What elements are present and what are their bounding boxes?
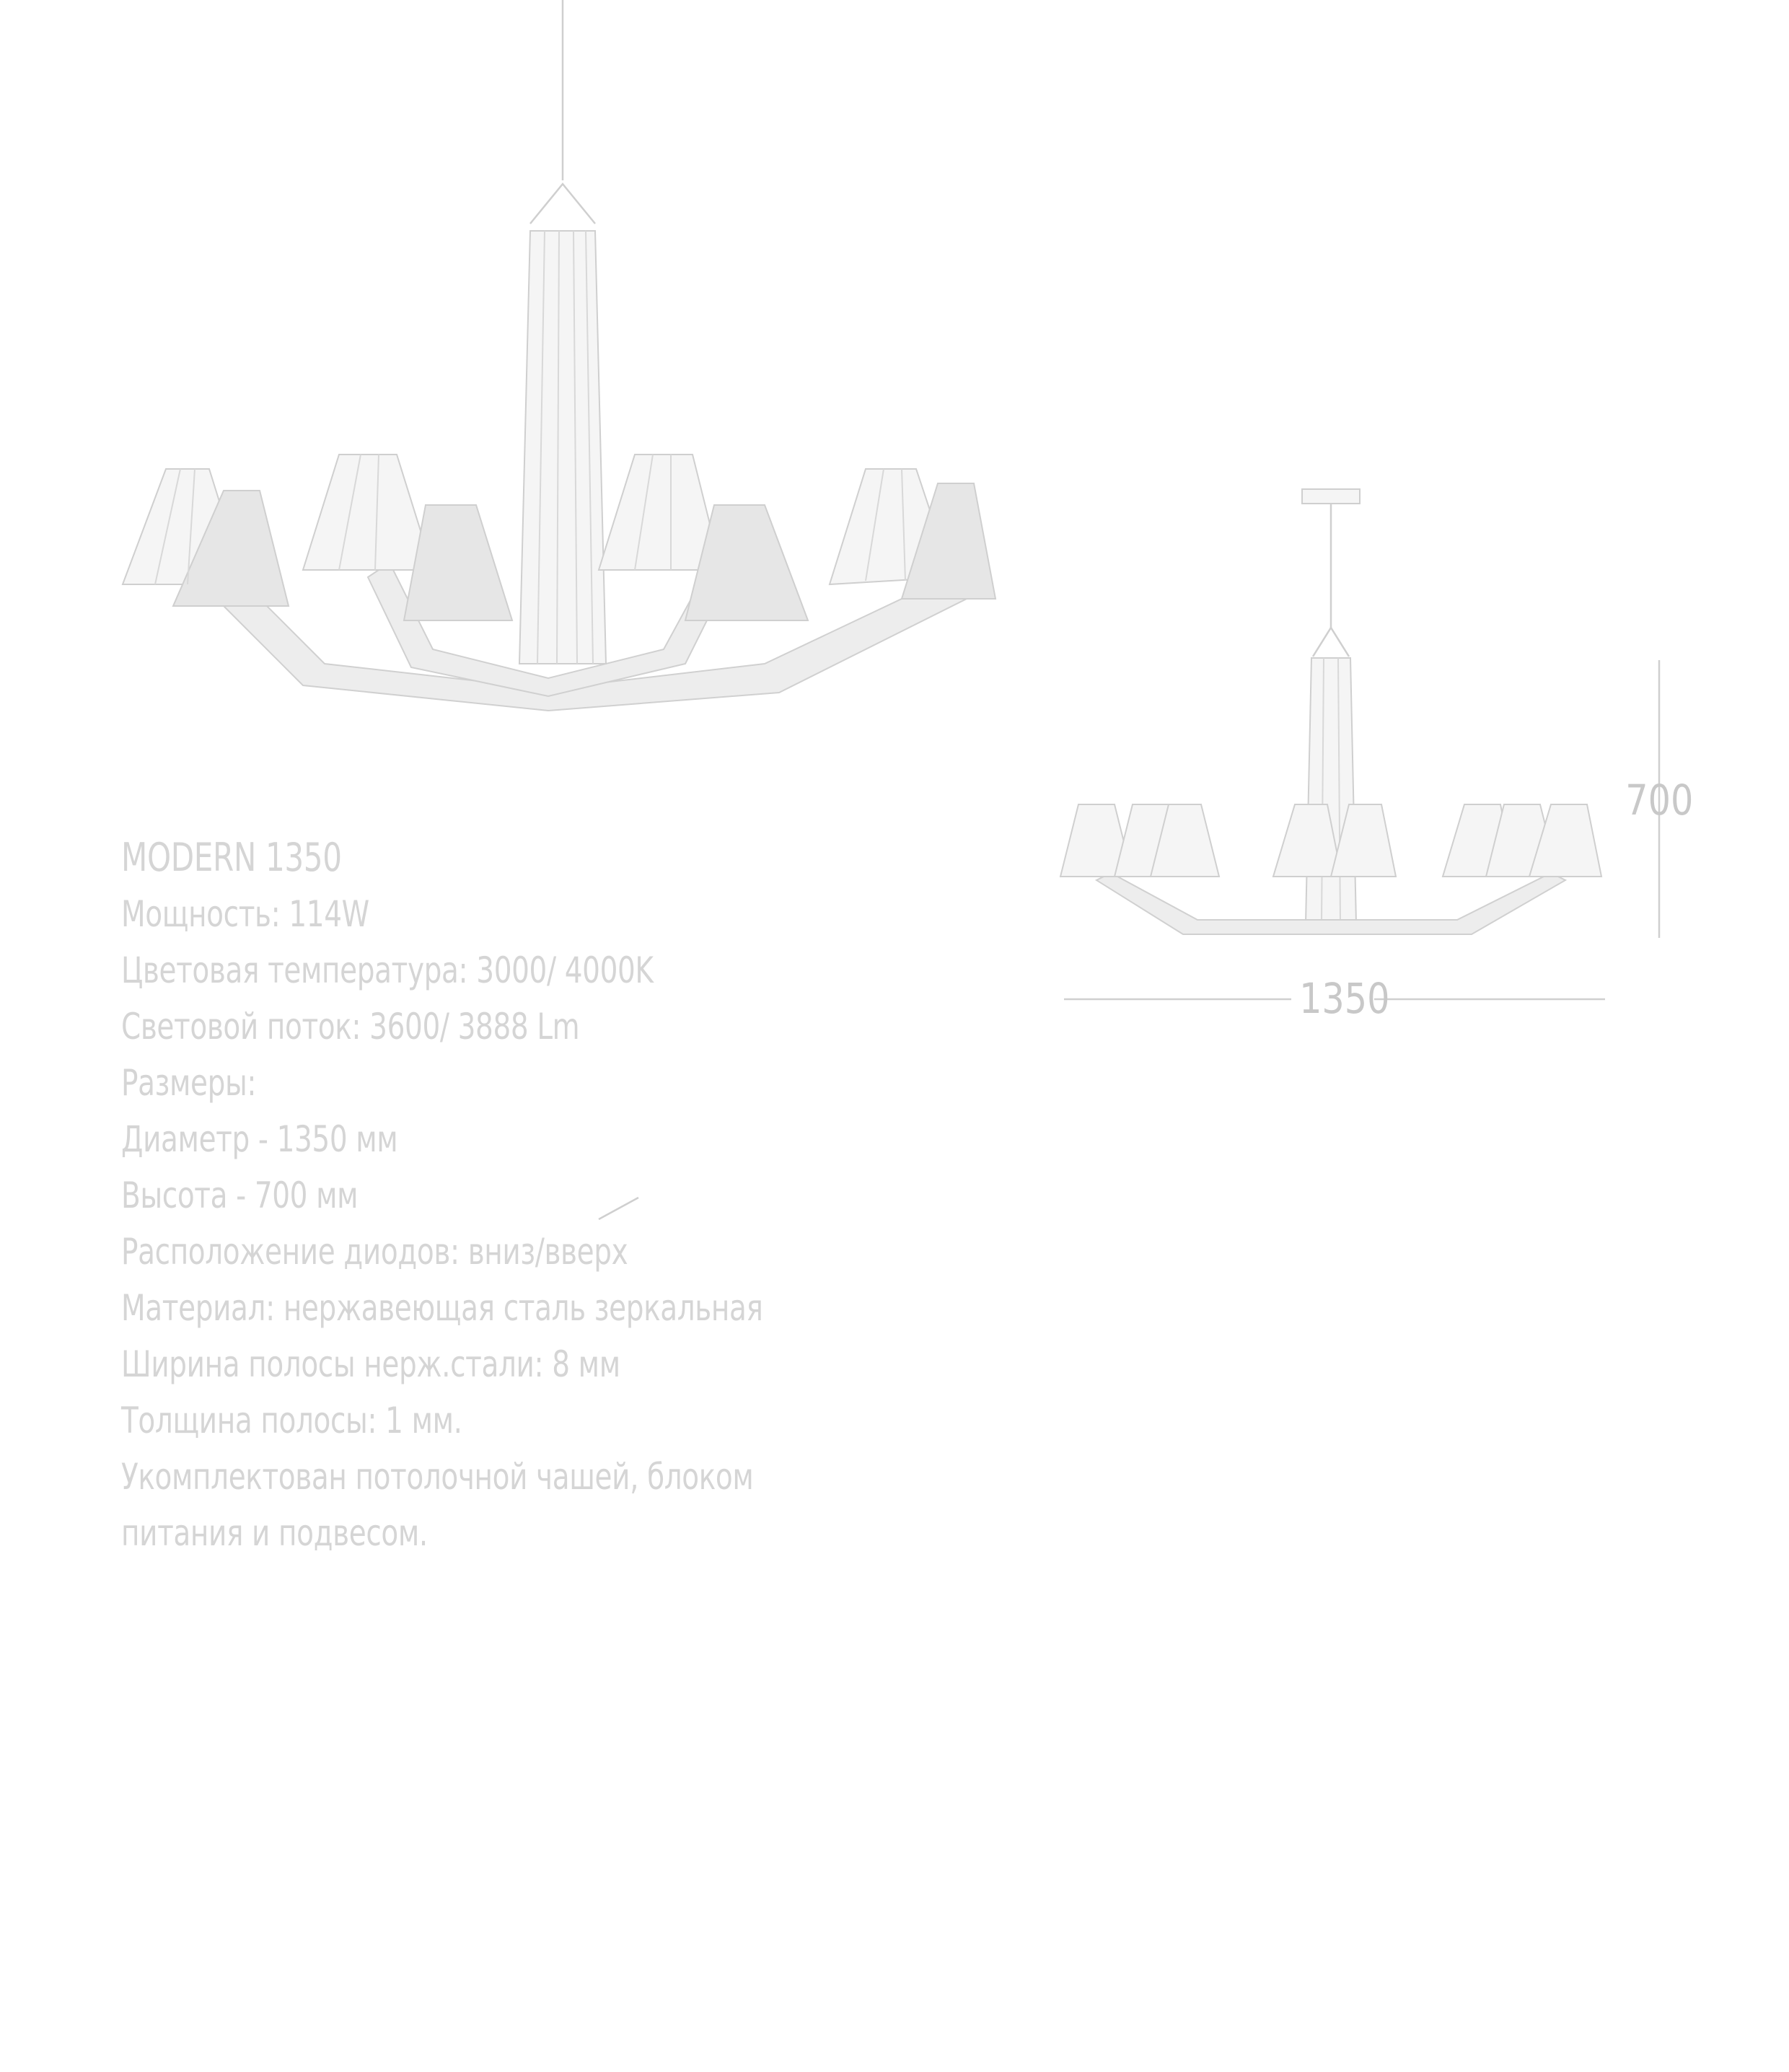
spec-diode-placement: Расположение диодов: вниз/вверх (121, 1231, 628, 1273)
spec-kit-line-2: питания и подвесом. (121, 1512, 428, 1554)
spec-material: Материал: нержавеющая сталь зеркальная (121, 1287, 763, 1329)
spec-kit-line-1: Укомплектован потолочной чашей, блоком (121, 1456, 754, 1498)
specification-block (121, 830, 843, 1561)
spec-color-temperature: Цветовая температура: 3000/ 4000K (121, 949, 654, 991)
product-title: MODERN 1350 (121, 835, 342, 880)
height-dimension-label: 700 (1625, 776, 1694, 825)
width-dimension-label: 1350 (1299, 974, 1390, 1023)
spec-power: Мощность: 114W (121, 893, 369, 935)
spec-strip-width: Ширина полосы нерж.стали: 8 мм (121, 1343, 620, 1385)
spec-luminous-flux: Световой поток: 3600/ 3888 Lm (121, 1006, 580, 1048)
spec-height: Высота - 700 мм (121, 1175, 359, 1216)
spec-strip-thickness: Толщина полосы: 1 мм. (121, 1400, 462, 1441)
spec-diameter: Диаметр - 1350 мм (121, 1118, 398, 1160)
spec-dimensions-heading: Размеры: (121, 1062, 257, 1104)
